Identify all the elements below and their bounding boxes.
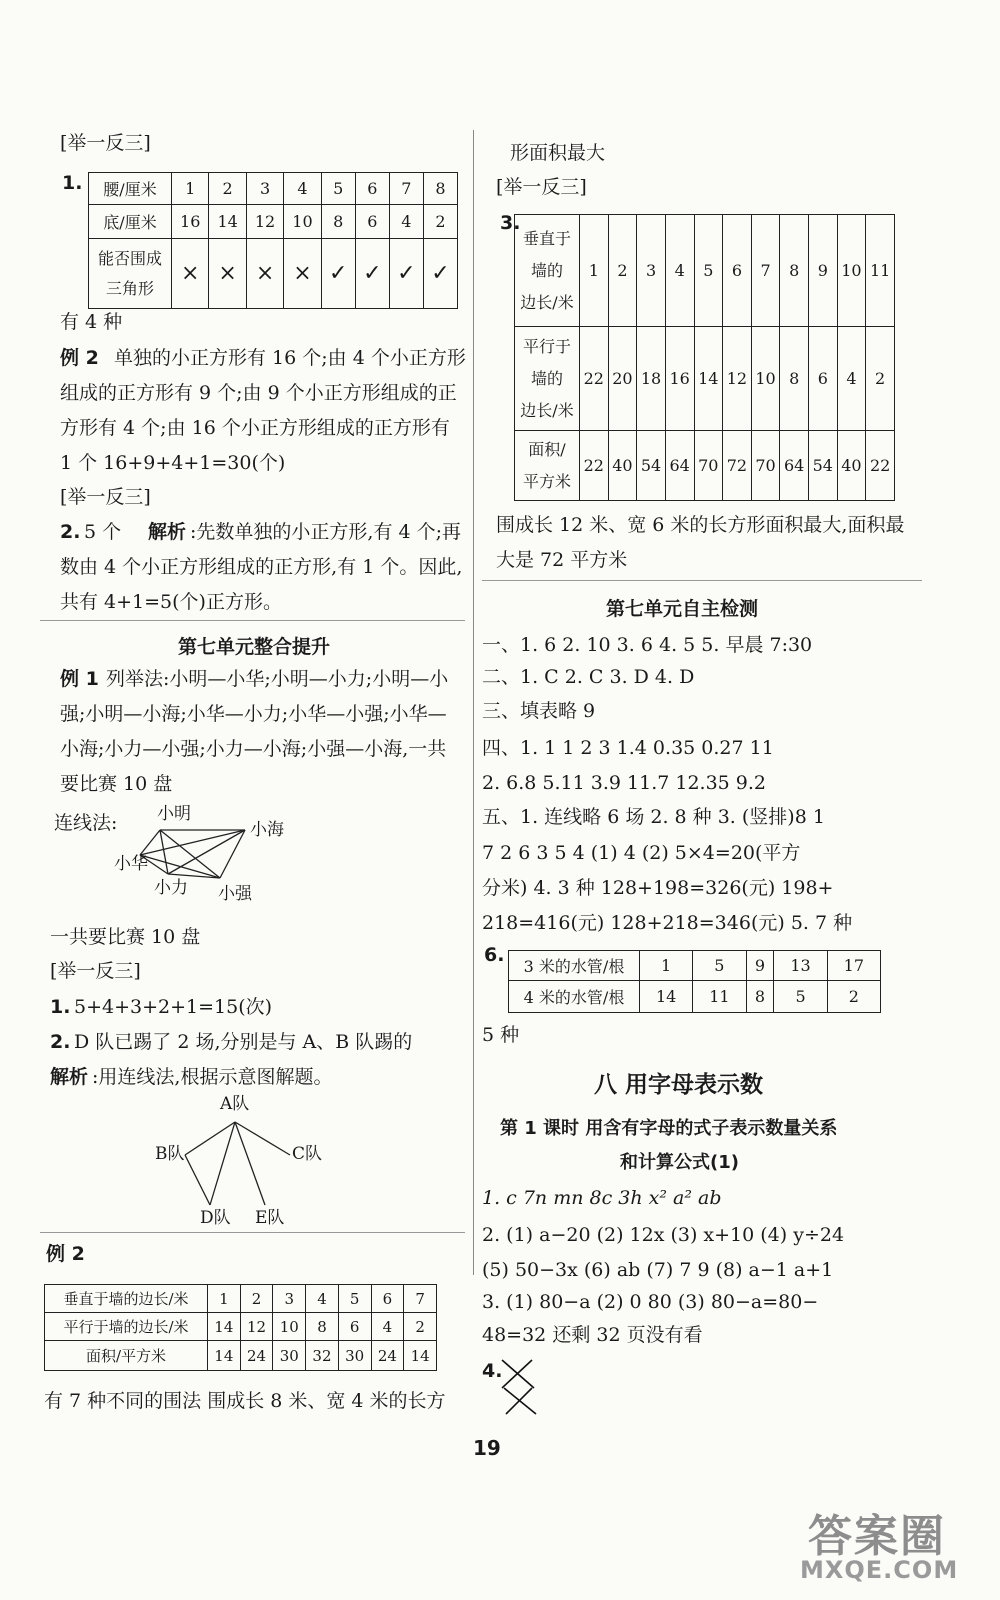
analysis-text: :用连线法,根据示意图解题。	[92, 1066, 333, 1088]
table-cell: 5	[694, 215, 723, 327]
table-cell: 2	[404, 1313, 437, 1341]
analysis-text: 数由 4 个小正方形组成的正方形,有 1 个。因此,	[60, 556, 463, 578]
table-cell: 11	[866, 215, 895, 327]
question-number: 2.	[50, 1031, 71, 1053]
table-cell: 24	[240, 1341, 273, 1371]
node-label: 小海	[250, 820, 284, 840]
table-cell: 10	[751, 327, 780, 431]
page-number: 19	[473, 1436, 501, 1460]
row-header-line: 平行于	[522, 336, 571, 356]
node-label: E队	[255, 1208, 285, 1228]
example-text: 1 个 16+9+4+1=30(个)	[60, 452, 286, 474]
answer-line: 7 2 6 3 5 4 (1) 4 (2) 5×4=20(平方	[482, 842, 801, 864]
example-text: 组成的正方形有 9 个;由 9 个小正方形组成的正	[60, 382, 457, 404]
row-header: 面积/平方米	[45, 1341, 208, 1371]
table-row	[89, 239, 458, 309]
answer-text: 大是 72 平方米	[496, 549, 628, 571]
table-cell: 12	[246, 205, 283, 239]
answer-line: 五、1. 连线略 6 场 2. 8 种 3. (竖排)8 1	[482, 806, 825, 828]
answer-line: 二、1. C 2. C 3. D 4. D	[482, 666, 695, 688]
table-cell: 10	[837, 215, 866, 327]
table-cell: 54	[637, 431, 666, 501]
section-rule	[40, 1232, 465, 1233]
example-label: 例 2	[46, 1243, 85, 1265]
table-cell: ×	[246, 239, 283, 309]
table-cell: 6	[809, 327, 838, 431]
row-header-line: 能否围成	[97, 248, 162, 268]
table-cell: 22	[580, 431, 609, 501]
table-water-pipes	[508, 950, 881, 1013]
table-cell: 14	[208, 1313, 241, 1341]
node-label: 小华	[114, 854, 148, 874]
method-label: 连线法:	[54, 812, 118, 834]
table-cell: ✓	[423, 239, 457, 309]
table-cell: 8	[780, 327, 809, 431]
table-cell: 6	[371, 1285, 404, 1313]
table-cell: 2	[866, 327, 895, 431]
watermark-url: MXQE.COM	[800, 1556, 959, 1584]
row-header-line: 平方米	[522, 471, 571, 491]
row-header	[515, 327, 580, 431]
node-label: 小强	[218, 884, 252, 904]
table-cell: 16	[172, 205, 209, 239]
row-header-line: 边长/米	[520, 292, 574, 312]
table-fence-sizes	[44, 1284, 437, 1371]
table-cell: 1	[208, 1285, 241, 1313]
example-text: 单独的小正方形有 16 个;由 4 个小正方形	[114, 347, 466, 369]
table-cell: 64	[665, 431, 694, 501]
table-cell: 7	[751, 215, 780, 327]
row-header: 4 米的水管/根	[509, 981, 640, 1013]
row-header-line: 墙的	[530, 260, 563, 280]
answer-line: 一共要比赛 10 盘	[50, 926, 201, 948]
table-cell: 2	[240, 1285, 273, 1313]
table-cell: ×	[172, 239, 209, 309]
answer-text: 5+4+3+2+1=15(次)	[74, 996, 273, 1018]
section-rule	[40, 620, 465, 621]
table-cell: 12	[240, 1313, 273, 1341]
table-cell: 17	[827, 951, 880, 981]
table-cell: 8	[306, 1313, 339, 1341]
table-cell: 4	[306, 1285, 339, 1313]
table-legs-base	[88, 172, 458, 309]
section-title: 第七单元整合提升	[178, 636, 331, 658]
example-text: 小海;小力—小强;小力—小海;小强—小海,一共	[60, 738, 447, 760]
example-text: 方形有 4 个;由 16 个小正方形组成的正方形有	[60, 417, 450, 439]
row-header-line: 墙的	[530, 368, 563, 388]
question-number: 6.	[484, 944, 505, 966]
question-number: 4.	[482, 1360, 503, 1382]
answer-line: 形面积最大	[510, 142, 606, 164]
table-cell: 70	[694, 431, 723, 501]
answer-line: 1. c 7n mn 8c 3h x² a² ab	[482, 1187, 722, 1209]
table-row	[45, 1285, 437, 1313]
column-divider	[473, 130, 474, 1275]
table-cell: 5	[321, 173, 355, 205]
table-cell: 8	[423, 173, 457, 205]
table-cell: 10	[273, 1313, 306, 1341]
row-header: 腰/厘米	[89, 173, 172, 205]
bracket-heading: [举一反三]	[50, 960, 141, 982]
table-cell: 11	[693, 981, 746, 1013]
table-cell: 4	[284, 173, 321, 205]
table-row	[515, 215, 895, 327]
table-cell: 14	[404, 1341, 437, 1371]
table-wall-fence	[514, 214, 895, 501]
answer-line: 2. (1) a−20 (2) 12x (3) x+10 (4) y÷24	[482, 1224, 845, 1246]
table-cell: 16	[665, 327, 694, 431]
table-cell: 70	[751, 431, 780, 501]
question-number: 1.	[50, 996, 71, 1018]
question-number: 1.	[62, 172, 83, 194]
node-label: D队	[200, 1208, 231, 1228]
table-row	[515, 327, 895, 431]
row-header: 3 米的水管/根	[509, 951, 640, 981]
table-row	[509, 981, 881, 1013]
table-cell: 9	[809, 215, 838, 327]
table-cell: 6	[355, 173, 389, 205]
answer-line: 有 4 种	[60, 311, 123, 333]
watermark-logo: 答案圈	[808, 1511, 946, 1562]
table-cell: 14	[640, 981, 693, 1013]
table-cell: 72	[723, 431, 752, 501]
connection-graph-teams	[150, 1110, 310, 1220]
row-header	[515, 215, 580, 327]
example-text: 要比赛 10 盘	[60, 773, 173, 795]
node-label: 小力	[154, 878, 188, 898]
analysis-text: 共有 4+1=5(个)正方形。	[60, 591, 282, 613]
table-cell: 14	[209, 205, 246, 239]
question-number: 2.	[60, 521, 81, 543]
analysis-label: 解析	[50, 1066, 89, 1088]
answer-line: 有 7 种不同的围法 围成长 8 米、宽 4 米的长方	[44, 1390, 446, 1412]
answer-line: 3. (1) 80−a (2) 0 80 (3) 80−a=80−	[482, 1291, 819, 1313]
example-text: 列举法:小明—小华;小明—小力;小明—小	[106, 668, 449, 690]
chapter-title: 八 用字母表示数	[594, 1072, 764, 1098]
table-cell: 3	[246, 173, 283, 205]
analysis-text: :先数单独的小正方形,有 4 个;再	[190, 521, 462, 543]
answer-line: (5) 50−3x (6) ab (7) 7 9 (8) a−1 a+1	[482, 1259, 834, 1281]
row-header	[89, 239, 172, 309]
table-cell: 2	[423, 205, 457, 239]
table-cell: 8	[321, 205, 355, 239]
table-cell: ✓	[389, 239, 423, 309]
row-header: 垂直于墙的边长/米	[45, 1285, 208, 1313]
row-header-line: 面积/	[528, 439, 566, 459]
node-label: B队	[155, 1144, 185, 1164]
table-cell: ✓	[321, 239, 355, 309]
table-cell: 14	[694, 327, 723, 431]
answer-text: 围成长 12 米、宽 6 米的长方形面积最大,面积最	[496, 514, 905, 536]
table-cell: 4	[837, 327, 866, 431]
table-cell: 4	[665, 215, 694, 327]
table-cell: 54	[809, 431, 838, 501]
table-cell: 2	[608, 215, 637, 327]
table-cell: 5	[774, 981, 827, 1013]
row-header: 平行于墙的边长/米	[45, 1313, 208, 1341]
row-header	[515, 431, 580, 501]
row-header: 底/厘米	[89, 205, 172, 239]
answer-text: 5 个	[84, 521, 122, 543]
table-cell: 12	[723, 327, 752, 431]
table-cell: 7	[389, 173, 423, 205]
row-header-line: 边长/米	[520, 400, 574, 420]
table-cell: 8	[746, 981, 774, 1013]
analysis-label: 解析	[148, 521, 187, 543]
row-header-line: 三角形	[105, 278, 154, 298]
table-row	[89, 173, 458, 205]
answer-line: 2. 6.8 5.11 3.9 11.7 12.35 9.2	[482, 772, 767, 794]
table-cell: 5	[693, 951, 746, 981]
table-cell: 4	[371, 1313, 404, 1341]
example-label: 例 1	[60, 668, 99, 690]
question-number: 3.	[500, 212, 521, 234]
answer-line: 48=32 还剩 32 页没有看	[482, 1324, 703, 1346]
table-cell: 22	[580, 327, 609, 431]
answer-line: 四、1. 1 1 2 3 1.4 0.35 0.27 11	[482, 737, 774, 759]
answer-line: 5 种	[482, 1024, 520, 1046]
table-row	[509, 951, 881, 981]
bracket-heading: [举一反三]	[60, 132, 151, 154]
table-cell: 18	[637, 327, 666, 431]
example-text: 强;小明—小海;小华—小力;小华—小强;小华—	[60, 703, 447, 725]
section-rule	[482, 580, 922, 581]
table-cell: 30	[273, 1341, 306, 1371]
table-cell: 40	[608, 431, 637, 501]
table-row	[89, 205, 458, 239]
node-label: 小明	[157, 804, 191, 824]
table-row	[45, 1313, 437, 1341]
bracket-heading: [举一反三]	[496, 176, 587, 198]
table-cell: 13	[774, 951, 827, 981]
lesson-title: 第 1 课时 用含有字母的式子表示数量关系	[500, 1118, 838, 1139]
table-row	[45, 1341, 437, 1371]
answer-line: 三、填表略 9	[482, 700, 596, 722]
table-cell: 6	[723, 215, 752, 327]
table-cell: 10	[284, 205, 321, 239]
answer-line: 分米) 4. 3 种 128+198=326(元) 198+	[482, 877, 834, 899]
table-cell: 6	[338, 1313, 371, 1341]
table-cell: ×	[284, 239, 321, 309]
matching-lines-figure	[496, 1356, 546, 1420]
table-cell: 3	[637, 215, 666, 327]
table-cell: 2	[827, 981, 880, 1013]
table-cell: 5	[338, 1285, 371, 1313]
table-cell: 3	[273, 1285, 306, 1313]
table-cell: 40	[837, 431, 866, 501]
table-cell: 20	[608, 327, 637, 431]
table-cell: 8	[780, 215, 809, 327]
table-cell: 22	[866, 431, 895, 501]
table-cell: 2	[209, 173, 246, 205]
answer-text: D 队已踢了 2 场,分别是与 A、B 队踢的	[74, 1031, 413, 1053]
table-cell: ×	[209, 239, 246, 309]
table-cell: 6	[355, 205, 389, 239]
example-label: 例 2	[60, 347, 99, 369]
row-header-line: 垂直于	[522, 228, 571, 248]
table-cell: 64	[780, 431, 809, 501]
section-title: 第七单元自主检测	[606, 598, 759, 620]
table-cell: 9	[746, 951, 774, 981]
node-label: C队	[292, 1144, 323, 1164]
lesson-title: 和计算公式(1)	[620, 1152, 739, 1173]
table-cell: 7	[404, 1285, 437, 1313]
bracket-heading: [举一反三]	[60, 486, 151, 508]
table-cell: 4	[389, 205, 423, 239]
table-cell: 14	[208, 1341, 241, 1371]
table-cell: 1	[580, 215, 609, 327]
table-cell: ✓	[355, 239, 389, 309]
table-cell: 24	[371, 1341, 404, 1371]
node-label: A队	[220, 1094, 250, 1114]
answer-line: 一、1. 6 2. 10 3. 6 4. 5 5. 早晨 7:30	[482, 634, 813, 656]
table-row	[515, 431, 895, 501]
answer-line: 218=416(元) 128+218=346(元) 5. 7 种	[482, 912, 853, 934]
table-cell: 1	[172, 173, 209, 205]
table-cell: 1	[640, 951, 693, 981]
table-cell: 32	[306, 1341, 339, 1371]
table-cell: 30	[338, 1341, 371, 1371]
